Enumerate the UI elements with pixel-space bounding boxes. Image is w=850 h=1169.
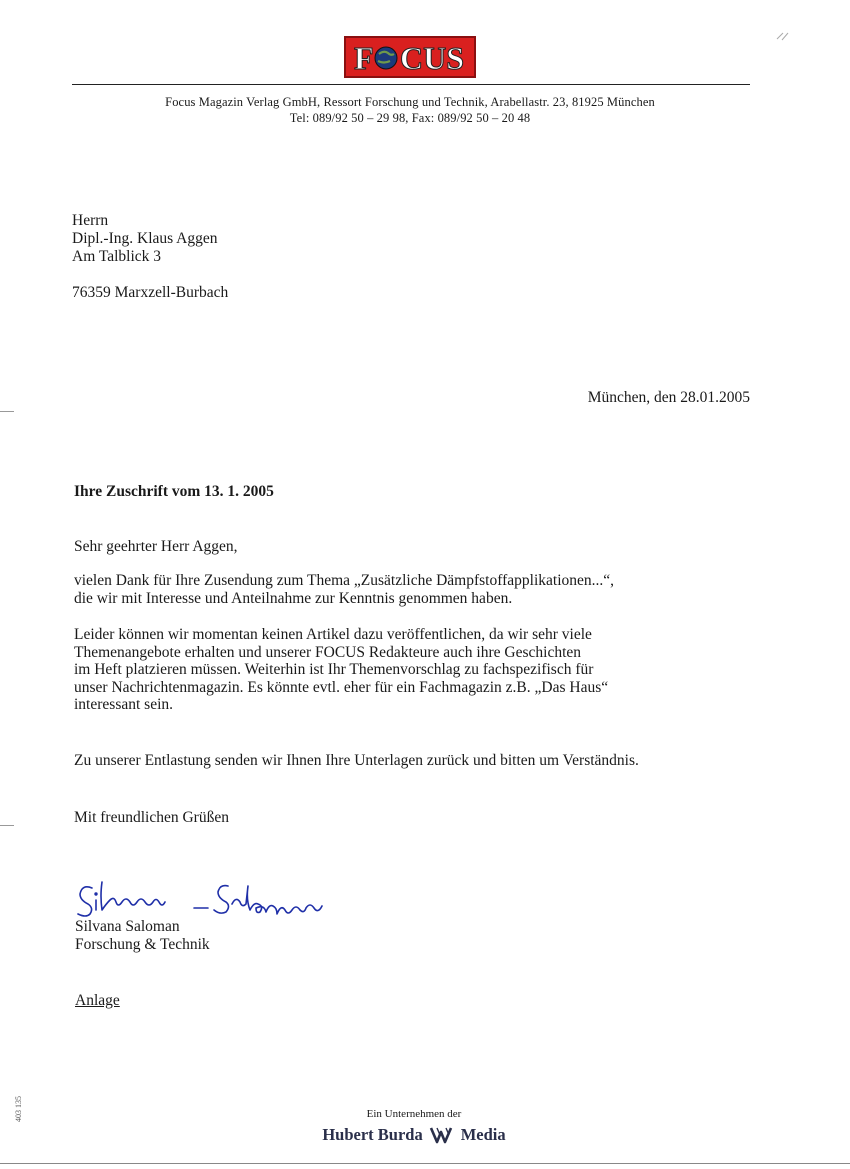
recipient-salutation-word: Herrn [72, 212, 109, 229]
letterhead-address: Focus Magazin Verlag GmbH, Ressort Forschung und Technik, Arabellastr. 23, 81925 München [165, 95, 655, 109]
letterhead-divider [72, 84, 750, 85]
side-reference-code: 403 135 [14, 1096, 23, 1122]
paragraph-line: Themenangebote erhalten und unserer FOCUS Redakteure auch ihre Geschichten [74, 643, 582, 661]
signature-scribble [72, 874, 372, 920]
recipient-name: Dipl.-Ing. Klaus Aggen [72, 230, 218, 247]
letterhead-contact: Tel: 089/92 50 – 29 98, Fax: 089/92 50 – 20 48 [289, 111, 531, 125]
paragraph-1 [74, 572, 764, 607]
recipient-street: Am Talblick 3 [72, 248, 162, 265]
svg-text:CUS: CUS [400, 40, 465, 74]
letter-subject: Ihre Zuschrift vom 13. 1. 2005 [74, 483, 274, 500]
footer-brand-right: Media [460, 1125, 506, 1144]
scan-corner-mark [776, 28, 790, 46]
paragraph-line: im Heft platzieren müssen. Weiterhin ist Ihr Themenvorschlag zu fachspezifisch für [74, 661, 594, 678]
footer-brand-left: Hubert Burda [322, 1125, 423, 1144]
letter-salutation: Sehr geehrter Herr Aggen, [74, 538, 238, 555]
focus-logo [344, 36, 476, 78]
footer-brand [0, 1125, 828, 1145]
paragraph-line: die wir mit Interesse und Anteilnahme zur Kenntnis genommen haben. [74, 589, 513, 607]
svg-text:F: F [354, 40, 374, 74]
enclosure-label: Anlage [75, 992, 120, 1009]
paragraph-3 [74, 752, 764, 770]
recipient-city: 76359 Marxzell-Burbach [72, 284, 229, 301]
burda-logo-icon [429, 1126, 455, 1144]
signatory-department: Forschung & Technik [75, 936, 210, 953]
signatory-name: Silvana Saloman [75, 918, 180, 935]
paragraph-line: unser Nachrichtenmagazin. Es könnte evtl. eher für ein Fachmagazin z.B. „Das Haus“ [74, 678, 609, 696]
footer-tagline: Ein Unternehmen der [366, 1108, 462, 1120]
letter-date: München, den 28.01.2005 [587, 389, 750, 406]
fold-mark [0, 825, 14, 826]
paragraph-line: interessant sein. [74, 696, 174, 713]
scan-edge-line [0, 1163, 850, 1164]
recipient-address-block [72, 212, 228, 302]
fold-mark [0, 411, 14, 412]
focus-logo-mark [348, 40, 472, 74]
paragraph-2 [74, 626, 764, 714]
paragraph-line: vielen Dank für Ihre Zusendung zum Thema „Zusätzliche Dämpfstoffapplikationen...“, [74, 572, 615, 589]
paragraph-line: Leider können wir momentan keinen Artikel dazu veröffentlichen, da wir sehr viele [74, 626, 592, 643]
letter-closing: Mit freundlichen Grüßen [74, 809, 229, 826]
paragraph-line: Zu unserer Entlastung senden wir Ihnen Ihre Unterlagen zurück und bitten um Verständnis. [74, 752, 639, 769]
